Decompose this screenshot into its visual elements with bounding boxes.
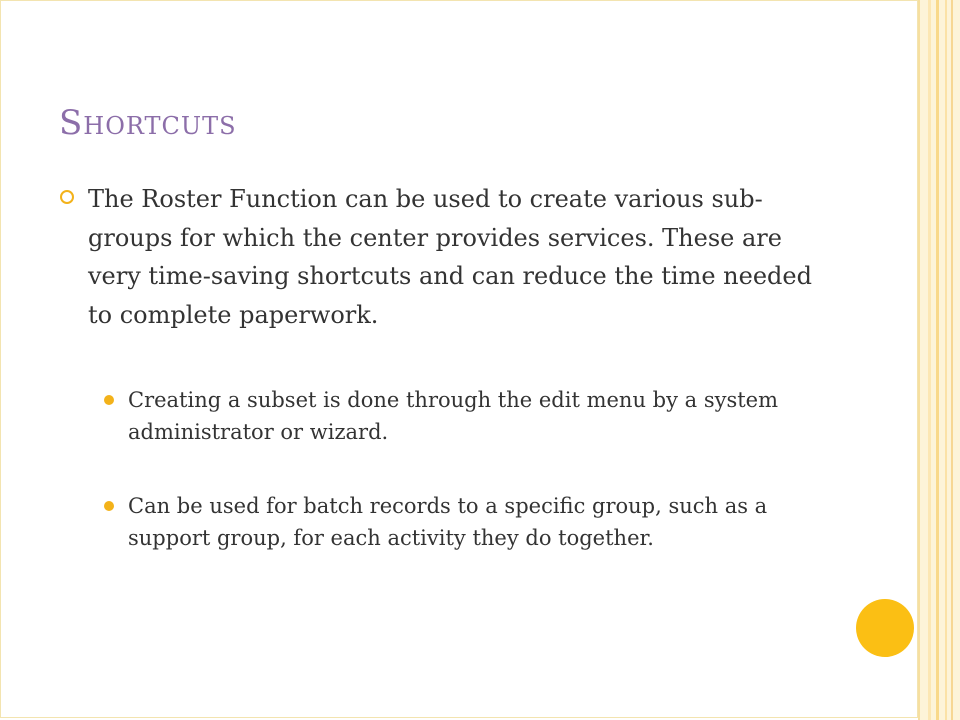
ring-bullet-icon [60,190,74,204]
stripe-line [936,0,939,720]
sub-bullet-text: Can be used for batch records to a specific group, such as a support group, for each activity they do together. [128,494,768,550]
stripe-line [945,0,947,720]
dot-bullet-icon [104,501,114,511]
decorative-stripes [918,0,960,720]
stripe-line [928,0,931,720]
stripe-line [951,0,953,720]
decorative-circle [856,599,914,657]
stripe-line [918,0,920,720]
slide-content [60,180,830,554]
main-bullet-text: The Roster Function can be used to create various sub-groups for which the center provides services. These are very time-saving shortcuts and can reduce the time needed to complete paperwork. [88,185,812,329]
dot-bullet-icon [104,395,114,405]
main-bullet-point [60,180,830,334]
sub-bullet-point [104,490,830,554]
sub-bullet-text: Creating a subset is done through the edit menu by a system administrator or wizard. [128,388,779,444]
slide-title: Shortcuts [59,103,237,143]
sub-bullet-point [104,384,830,448]
